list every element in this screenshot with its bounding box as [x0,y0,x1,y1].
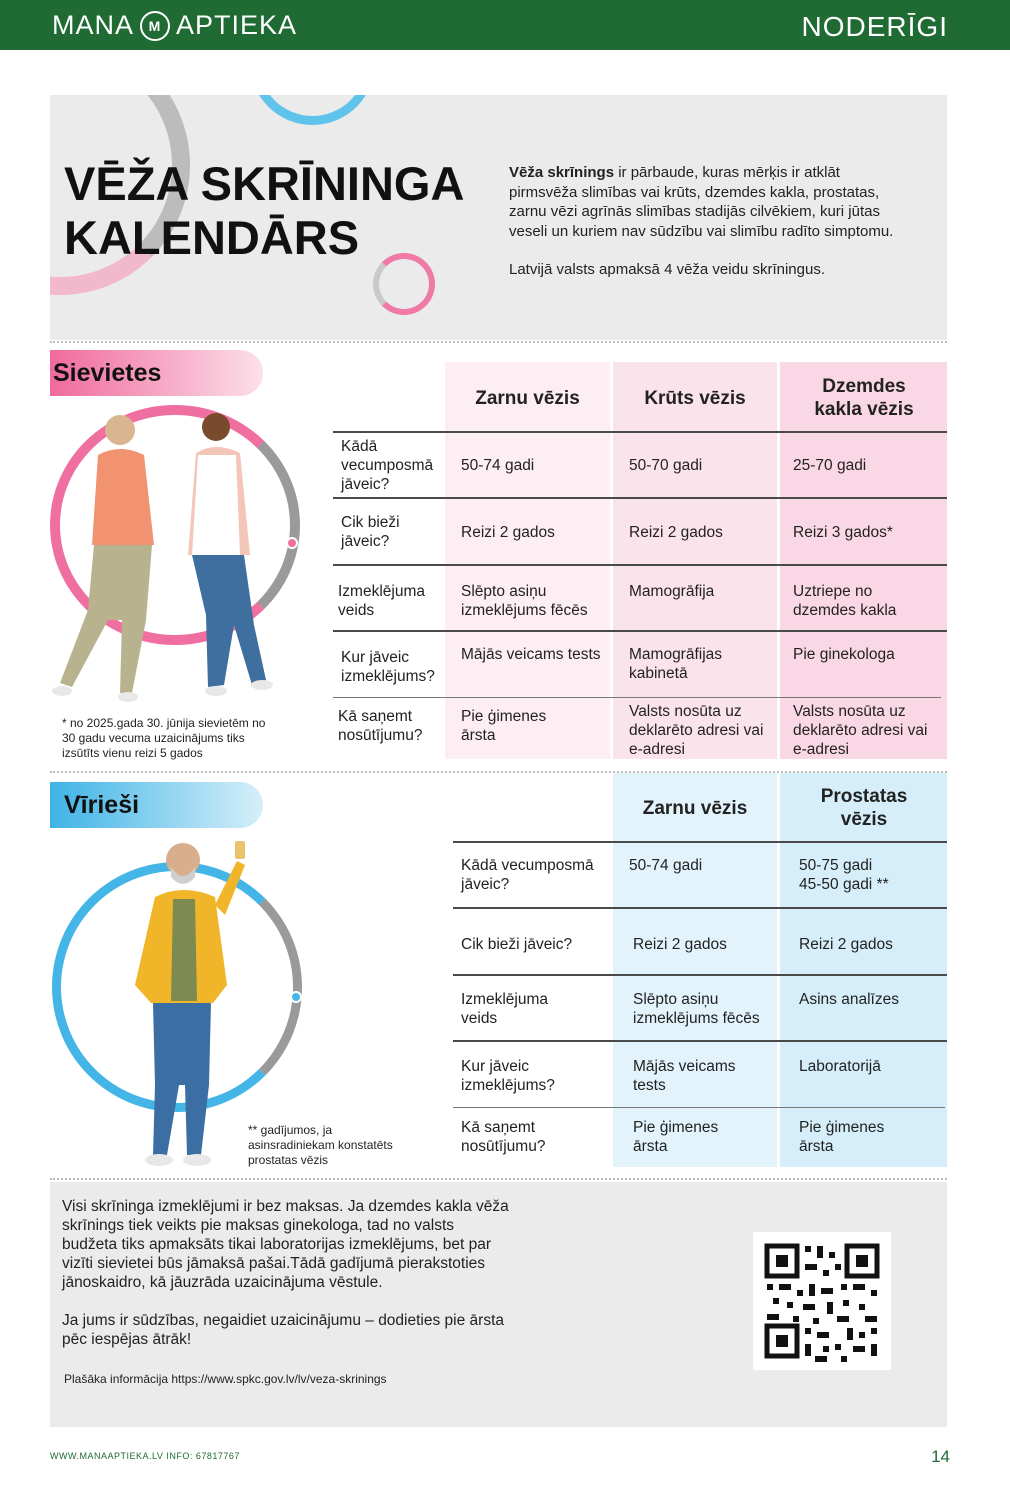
table-cell: Pie ģimenes ārsta [461,708,547,744]
table-cell: Reizi 2 gados [629,524,723,541]
decorative-ring-top [250,95,375,125]
man-figure-image [115,835,245,1170]
table-cell: Mamogrāfija [629,583,715,600]
table-cell: Laboratorijā [799,1058,881,1075]
row-label: Kā saņemt nosūtījumu? [461,1119,546,1155]
table-cell: Pie ģimenes ārsta [799,1119,885,1155]
table-cell: Mājās veicams tests [461,646,601,663]
table-cell: 50-74 gadi [629,857,703,874]
hero-panel [50,95,947,340]
table-cell: Slēpto asiņu izmeklējums fēcēs [461,583,588,619]
brand-logo[interactable] [52,10,297,41]
row-label: Kur jāveic izmeklējums? [341,649,435,685]
row-label: Cik bieži jāveic? [341,514,400,550]
footer-contact: WWW.MANAAPTIEKA.LV INFO: 67817767 [50,1451,240,1461]
table-cell: Pie ģimenes ārsta [633,1119,719,1155]
table-cell: 25-70 gadi [793,457,867,474]
table-cell: Valsts nosūta uz deklarēto adresi vai e-adresi [629,703,764,758]
brand-name: MANA [52,10,135,40]
women-col-header: Dzemdes kakla vēzis [814,376,914,420]
women-col-header: Krūts vēzis [644,387,746,409]
brand-name-2: APTIEKA [176,10,298,40]
row-divider [333,431,947,433]
table-cell: Mamogrāfijas kabinetā [629,646,723,682]
top-bar [0,0,1010,50]
row-label: Cik bieži jāveic? [461,936,573,953]
men-col-header: Zarnu vēzis [642,797,748,819]
row-divider [453,1107,945,1108]
row-label: Kā saņemt nosūtījumu? [338,708,423,744]
row-divider [333,497,947,499]
men-col-header: Prostatas vēzis [820,786,908,830]
info-box [50,1182,947,1427]
row-divider [333,564,947,566]
ring-dot [290,991,302,1003]
ring-dot [286,537,298,549]
table-cell: Reizi 2 gados [799,936,893,953]
table-cell: 50-70 gadi [629,457,703,474]
row-label: Kur jāveic izmeklējums? [461,1058,555,1094]
qr-code[interactable] [753,1232,891,1370]
qr-code-icon [753,1232,891,1370]
row-divider [453,974,947,976]
hero-intro [509,163,894,299]
row-label: Kādā vecumposmā jāveic? [461,857,594,893]
table-cell: 50-75 gadi 45-50 gadi ** [799,857,889,893]
intro-bold: Vēža skrīnings [509,164,615,181]
info-paragraph: Ja jums ir sūdzības, negaidiet uzaicinājumu – dodieties pie ārsta pēc iespējas ātrāk! [62,1312,504,1348]
info-paragraph: Visi skrīninga izmeklējumi ir bez maksas. Ja dzemdes kakla vēža skrīnings tiek veikts pie maksas ginekologa, tad no valsts budžeta tiks apmaksāts tikai laboratorijas izmeklējums, bet par vizīti sievietei būs jāmaksā pašai.Tādā gadījumā pierakstoties jānoskaidro, kā jāuzrāda uzaicinājuma vēstule. [62,1198,509,1291]
table-cell: Uztriepe no dzemdes kakla [793,583,897,619]
row-label: Kādā vecumposmā jāveic? [341,438,434,493]
divider [50,341,947,343]
row-divider [453,841,947,843]
table-cell: Valsts nosūta uz deklarēto adresi vai e-adresi [793,703,928,758]
page-number: 14 [931,1447,950,1466]
row-divider [453,907,947,909]
table-cell: Pie ginekologa [793,646,895,663]
table-cell: Reizi 2 gados [633,936,727,953]
info-link[interactable]: Plašāka informācija https://www.spkc.gov.lv/lv/veza-skrinings [64,1372,387,1386]
mana-logo-icon: M [140,11,170,41]
table-cell: Slēpto asiņu izmeklējums fēcēs [633,991,760,1027]
table-cell: 50-74 gadi [461,457,535,474]
men-label: Vīrieši [50,782,263,828]
intro-text: ir pārbaude, kuras mērķis ir atklāt pirmsvēža slimības vai krūts, dzemdes kakla, prostatas, zarnu vēzi agrīnās slimības stadijās cilvēkiem, kuri jūtas veseli un kuriem nav sūdzību vai slimību radīto simptomu. [509,164,894,240]
women-footnote: * no 2025.gada 30. jūnija sievietēm no 30 gadu vecuma uzaicinājums tiks izsūtīts vienu reizi 5 gados [62,716,266,760]
table-cell: Reizi 2 gados [461,524,555,541]
divider [50,1178,947,1180]
row-divider [453,1040,947,1042]
row-label: Izmeklējuma veids [461,991,548,1027]
intro-text-2: Latvijā valsts apmaksā 4 vēža veidu skrīningus. [509,261,825,278]
info-text [62,1197,512,1368]
table-cell: Reizi 3 gados* [793,524,893,541]
page-title: VĒŽA SKRĪNINGA KALENDĀRS [64,157,465,265]
table-cell: Asins analīzes [799,991,899,1008]
women-figures-image [48,405,298,710]
table-cell: Mājās veicams tests [633,1058,736,1094]
row-divider [333,630,947,632]
men-footnote: ** gadījumos, ja asinsradiniekam konstatēts prostatas vēzis [248,1123,393,1167]
section-title: NODERĪGI [801,11,948,42]
women-label: Sievietes [50,350,263,396]
row-label: Izmeklējuma veids [338,583,425,619]
row-divider [333,697,941,698]
women-col-header: Zarnu vēzis [475,387,580,409]
